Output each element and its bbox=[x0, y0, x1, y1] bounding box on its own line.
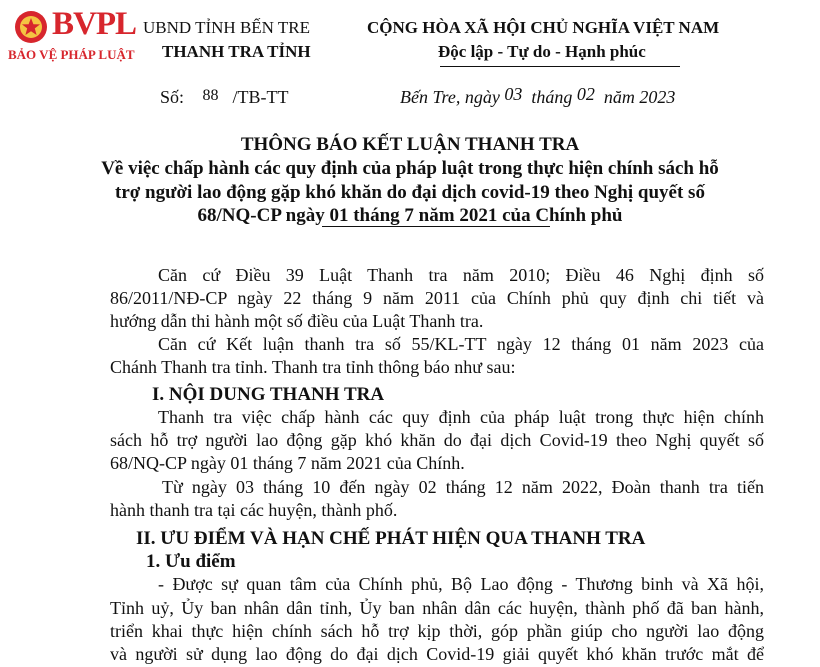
date-month: 02 bbox=[576, 84, 595, 104]
logo-subtitle: BẢO VỆ PHÁP LUẬT bbox=[8, 47, 135, 62]
para4-line2: hành thanh tra tại các huyện, thành phố. bbox=[110, 500, 398, 520]
para1-line1: Căn cứ Điều 39 Luật Thanh tra năm 2010; Điều 46 Nghị định số bbox=[158, 265, 764, 285]
para2-line1: Căn cứ Kết luận thanh tra số 55/KL-TT ngày 12 tháng 01 năm 2023 của bbox=[158, 334, 764, 354]
para5-line1: - Được sự quan tâm của Chính phủ, Bộ Lao động - Thương binh và Xã hội, bbox=[158, 574, 764, 594]
para4-line1: Từ ngày 03 tháng 10 đến ngày 02 tháng 12 năm 2022, Đoàn thanh tra tiến bbox=[162, 477, 764, 497]
logo-text: BVPL bbox=[52, 6, 137, 42]
title-subject-line1: Về việc chấp hành các quy định của pháp luật trong thực hiện chính sách hỗ bbox=[101, 158, 719, 179]
agency-parent: UBND TỈNH BẾN TRE bbox=[143, 18, 311, 37]
nation-motto: Độc lập - Tự do - Hạnh phúc bbox=[438, 42, 646, 61]
title-subject-line3: 68/NQ-CP ngày 01 tháng 7 năm 2021 của Chính phủ bbox=[197, 205, 623, 226]
section-heading-2: II. ƯU ĐIỂM VÀ HẠN CHẾ PHÁT HIỆN QUA THANH TRA bbox=[136, 528, 646, 549]
para5-line4: và người sử dụng lao động do đại dịch Covid-19 giải quyết khó khăn trước mắt để bbox=[110, 644, 764, 664]
para3-line2: sách hỗ trợ người lao động gặp khó khăn do đại dịch Covid-19 theo Nghị quyết số bbox=[110, 430, 764, 450]
date-month-label: tháng bbox=[531, 87, 573, 107]
para3-line3: 68/NQ-CP ngày 01 tháng 7 năm 2021 của Chính. bbox=[110, 453, 465, 473]
para3-line1: Thanh tra việc chấp hành các quy định của pháp luật trong thực hiện chính bbox=[158, 407, 764, 427]
para2-line2: Chánh Thanh tra tỉnh. Thanh tra tỉnh thông báo như sau: bbox=[110, 357, 516, 377]
agency-name: THANH TRA TỈNH bbox=[162, 42, 311, 61]
nation-title: CỘNG HÒA XÃ HỘI CHỦ NGHĨA VIỆT NAM bbox=[367, 18, 720, 37]
para1-line3: hướng dẫn thi hành một số điều của Luật Thanh tra. bbox=[110, 311, 484, 331]
document-number bbox=[160, 87, 289, 108]
para5-line2: Tỉnh uỷ, Ủy ban nhân dân tỉnh, Ủy ban nhân dân các huyện, thành phố đã ban hành, bbox=[110, 598, 764, 618]
document-date bbox=[400, 84, 676, 108]
para5-line3: triển khai thực hiện chính sách hỗ trợ kịp thời, góp phần giúp cho người lao động bbox=[110, 621, 764, 641]
date-year: năm 2023 bbox=[603, 87, 676, 107]
title-subject-line2: trợ người lao động gặp khó khăn do đại dịch covid-19 theo Nghị quyết số bbox=[115, 182, 705, 203]
section-heading-1: I. NỘI DUNG THANH TRA bbox=[152, 384, 385, 405]
document-title: THÔNG BÁO KẾT LUẬN THANH TRA bbox=[240, 134, 580, 155]
date-place: Bến Tre, ngày bbox=[400, 87, 500, 107]
date-day: 03 bbox=[504, 84, 523, 104]
title-underline bbox=[322, 226, 550, 227]
site-logo bbox=[6, 2, 144, 64]
number-value: 88 bbox=[202, 87, 219, 104]
number-label: Số: bbox=[160, 87, 185, 107]
motto-underline bbox=[440, 66, 680, 67]
subsection-heading-2-1: 1. Ưu điểm bbox=[146, 551, 236, 572]
para1-line2: 86/2011/NĐ-CP ngày 22 tháng 9 năm 2011 của Chính phủ quy định chi tiết và bbox=[110, 288, 764, 308]
state-emblem-icon bbox=[14, 10, 48, 44]
number-suffix: /TB-TT bbox=[232, 87, 289, 107]
